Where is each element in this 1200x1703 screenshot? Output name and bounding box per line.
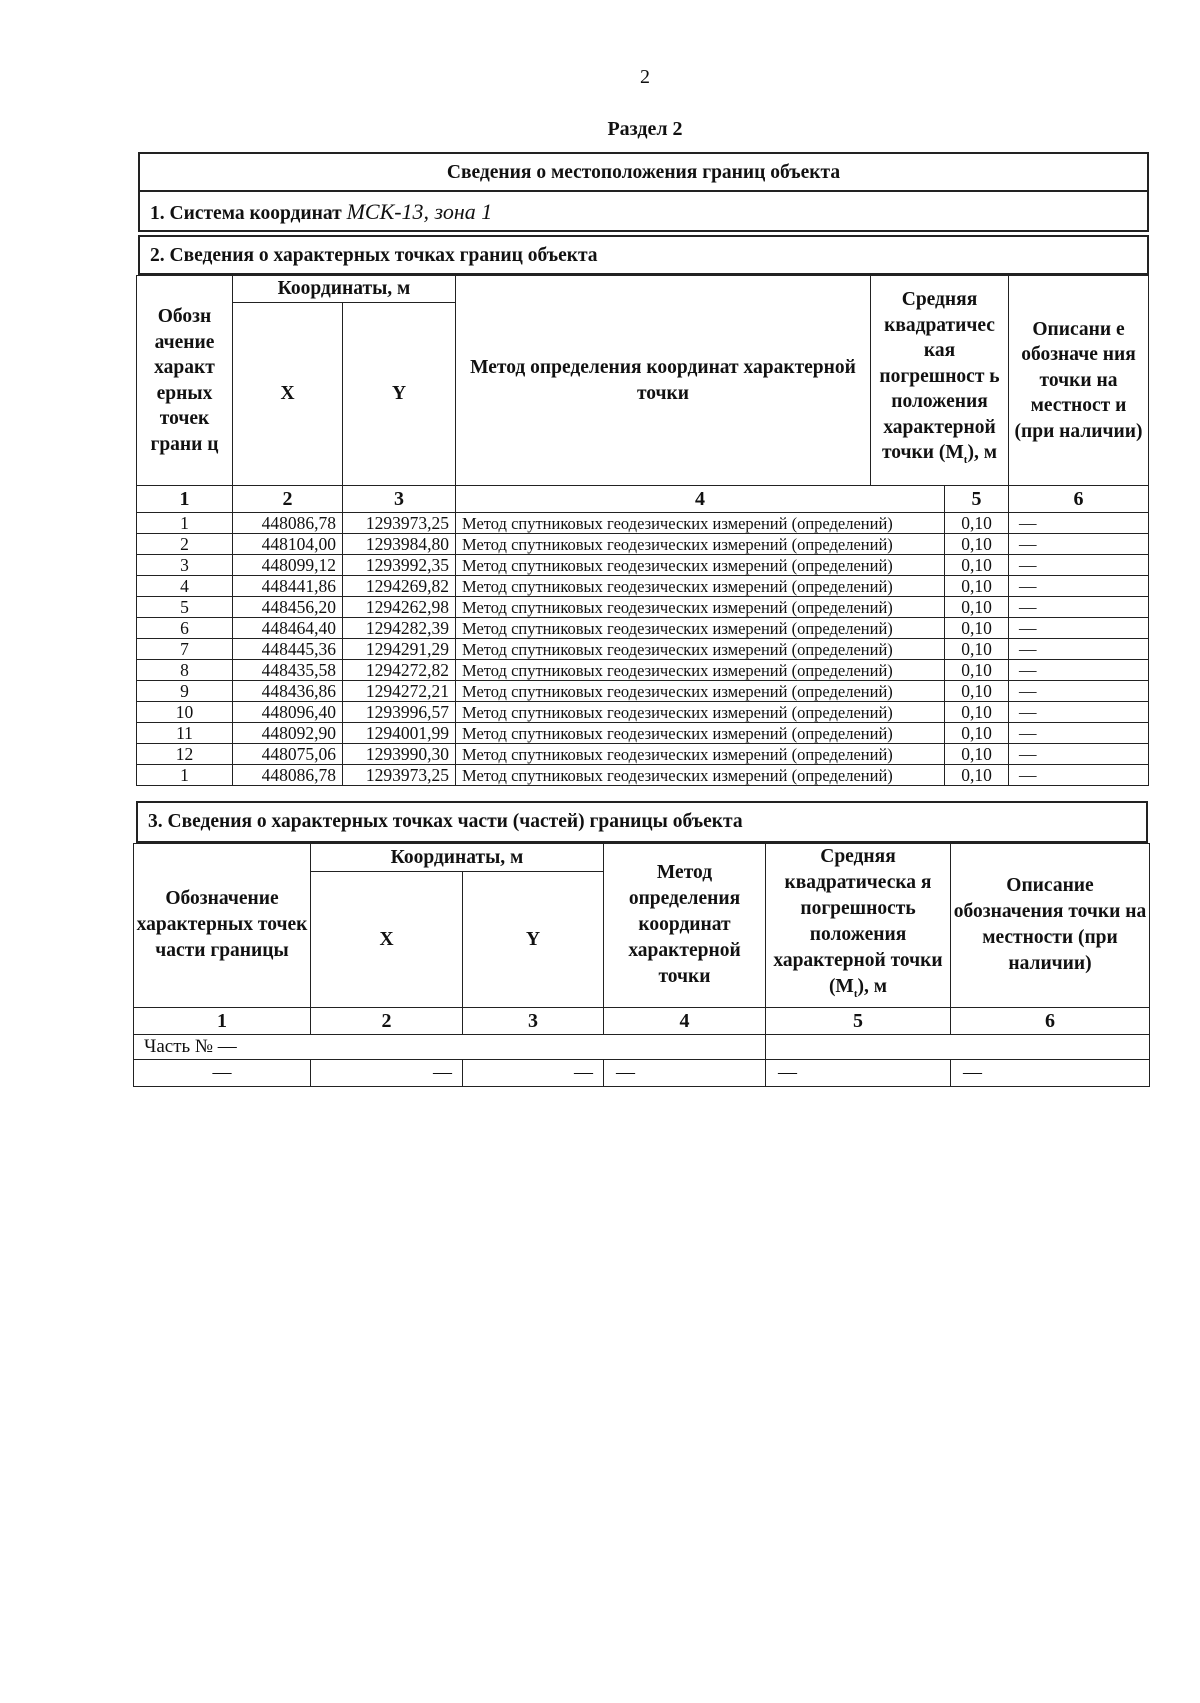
col-y-header: Y bbox=[343, 303, 456, 486]
method-cell: Метод спутниковых геодезических измерений (определений) bbox=[456, 702, 945, 723]
description-cell: — bbox=[1009, 618, 1149, 639]
y-coordinate-cell: 1293973,25 bbox=[343, 765, 456, 786]
error-cell: 0,10 bbox=[945, 702, 1009, 723]
description-cell: — bbox=[1009, 639, 1149, 660]
error-cell: 0,10 bbox=[945, 597, 1009, 618]
y-coordinate-cell: 1294291,29 bbox=[343, 639, 456, 660]
col-coordinates-header: Координаты, м bbox=[233, 276, 456, 303]
error-cell: 0,10 bbox=[945, 660, 1009, 681]
description-cell: — bbox=[1009, 681, 1149, 702]
table-row bbox=[137, 618, 1149, 639]
section-title: Раздел 2 bbox=[607, 118, 683, 140]
x-coordinate-cell: 448086,78 bbox=[233, 513, 343, 534]
method-cell: Метод спутниковых геодезических измерений (определений) bbox=[456, 639, 945, 660]
description-cell: — bbox=[1009, 513, 1149, 534]
table-row bbox=[137, 744, 1149, 765]
method-cell: Метод спутниковых геодезических измерений (определений) bbox=[456, 765, 945, 786]
part-column-numbers-row bbox=[134, 1007, 1150, 1034]
dash-cell: — bbox=[604, 1059, 766, 1086]
x-coordinate-cell: 448464,40 bbox=[233, 618, 343, 639]
description-cell: — bbox=[1009, 723, 1149, 744]
coordinate-system bbox=[138, 190, 1149, 232]
y-coordinate-cell: 1294001,99 bbox=[343, 723, 456, 744]
col-number: 1 bbox=[137, 486, 233, 513]
col-number: 3 bbox=[463, 1007, 604, 1034]
method-cell: Метод спутниковых геодезических измерений (определений) bbox=[456, 723, 945, 744]
error-header-text: Средняя квадратичес кая погрешност ь положения характерной точки (M bbox=[879, 289, 1000, 464]
y-coordinate-cell: 1294262,98 bbox=[343, 597, 456, 618]
part-col-x-header: X bbox=[311, 872, 463, 1008]
table-row bbox=[137, 555, 1149, 576]
y-coordinate-cell: 1294282,39 bbox=[343, 618, 456, 639]
error-cell: 0,10 bbox=[945, 681, 1009, 702]
point-number-cell: 7 bbox=[137, 639, 233, 660]
part-col-method-header: Метод определения координат характерной точки bbox=[604, 844, 766, 1008]
dash-cell: — bbox=[766, 1059, 951, 1086]
table-row bbox=[137, 576, 1149, 597]
part-col-description-header: Описание обозначения точки на местности (при наличии) bbox=[951, 844, 1150, 1008]
boundary-points-table bbox=[136, 275, 1149, 786]
part-label: Часть № — bbox=[134, 1034, 766, 1059]
method-cell: Метод спутниковых геодезических измерений (определений) bbox=[456, 744, 945, 765]
method-cell: Метод спутниковых геодезических измерений (определений) bbox=[456, 660, 945, 681]
column-numbers-row bbox=[137, 486, 1149, 513]
method-cell: Метод спутниковых геодезических измерений (определений) bbox=[456, 681, 945, 702]
part-label-row bbox=[134, 1034, 1150, 1059]
part-error-header-sub: t bbox=[853, 987, 858, 1000]
col-number: 3 bbox=[343, 486, 456, 513]
point-number-cell: 4 bbox=[137, 576, 233, 597]
section3-title: 3. Сведения о характерных точках части (частей) границы объекта bbox=[136, 801, 1148, 843]
table-row bbox=[137, 702, 1149, 723]
col-description-header: Описани е обозначе ния точки на местност и (при наличии) bbox=[1009, 276, 1149, 486]
coordinate-system-value: МСК-13, зона 1 bbox=[346, 199, 493, 224]
y-coordinate-cell: 1293973,25 bbox=[343, 513, 456, 534]
y-coordinate-cell: 1294272,21 bbox=[343, 681, 456, 702]
x-coordinate-cell: 448075,06 bbox=[233, 744, 343, 765]
section2-title: 2. Сведения о характерных точках границ объекта bbox=[138, 235, 1149, 275]
x-coordinate-cell: 448096,40 bbox=[233, 702, 343, 723]
point-number-cell: 9 bbox=[137, 681, 233, 702]
table-row bbox=[137, 639, 1149, 660]
part-points-table bbox=[133, 843, 1150, 1087]
x-coordinate-cell: 448436,86 bbox=[233, 681, 343, 702]
error-cell: 0,10 bbox=[945, 765, 1009, 786]
point-number-cell: 5 bbox=[137, 597, 233, 618]
col-number: 2 bbox=[311, 1007, 463, 1034]
y-coordinate-cell: 1294272,82 bbox=[343, 660, 456, 681]
error-header-sub: t bbox=[963, 454, 968, 467]
point-number-cell: 2 bbox=[137, 534, 233, 555]
error-cell: 0,10 bbox=[945, 555, 1009, 576]
part-dash-row bbox=[134, 1059, 1150, 1086]
description-cell: — bbox=[1009, 555, 1149, 576]
dash-cell: — bbox=[951, 1059, 1150, 1086]
col-number: 2 bbox=[233, 486, 343, 513]
method-cell: Метод спутниковых геодезических измерений (определений) bbox=[456, 618, 945, 639]
description-cell: — bbox=[1009, 660, 1149, 681]
x-coordinate-cell: 448092,90 bbox=[233, 723, 343, 744]
coordinate-system-label: 1. Система координат bbox=[150, 203, 342, 224]
table-row bbox=[137, 597, 1149, 618]
col-error-header bbox=[871, 276, 1009, 486]
col-designation-header: Обозн ачение характ ерных точек грани ц bbox=[137, 276, 233, 486]
table-row bbox=[137, 723, 1149, 744]
col-number: 1 bbox=[134, 1007, 311, 1034]
point-number-cell: 3 bbox=[137, 555, 233, 576]
part-col-error-header bbox=[766, 844, 951, 1008]
col-number: 5 bbox=[766, 1007, 951, 1034]
point-number-cell: 6 bbox=[137, 618, 233, 639]
part-label-empty bbox=[766, 1034, 1150, 1059]
col-number: 4 bbox=[456, 486, 945, 513]
description-cell: — bbox=[1009, 597, 1149, 618]
error-cell: 0,10 bbox=[945, 723, 1009, 744]
part-col-designation-header: Обозначение характерных точек части границы bbox=[134, 844, 311, 1008]
point-number-cell: 1 bbox=[137, 765, 233, 786]
description-cell: — bbox=[1009, 534, 1149, 555]
part-error-header-tail: ), м bbox=[857, 976, 888, 997]
x-coordinate-cell: 448086,78 bbox=[233, 765, 343, 786]
x-coordinate-cell: 448441,86 bbox=[233, 576, 343, 597]
error-cell: 0,10 bbox=[945, 618, 1009, 639]
y-coordinate-cell: 1293990,30 bbox=[343, 744, 456, 765]
error-header-tail: ), м bbox=[967, 442, 997, 464]
x-coordinate-cell: 448445,36 bbox=[233, 639, 343, 660]
y-coordinate-cell: 1293984,80 bbox=[343, 534, 456, 555]
method-cell: Метод спутниковых геодезических измерений (определений) bbox=[456, 534, 945, 555]
point-number-cell: 8 bbox=[137, 660, 233, 681]
method-cell: Метод спутниковых геодезических измерений (определений) bbox=[456, 576, 945, 597]
col-number: 6 bbox=[951, 1007, 1150, 1034]
table-row bbox=[137, 681, 1149, 702]
col-number: 6 bbox=[1009, 486, 1149, 513]
boundaries-title: Сведения о местоположения границ объекта bbox=[138, 152, 1149, 192]
description-cell: — bbox=[1009, 744, 1149, 765]
table-row bbox=[137, 660, 1149, 681]
error-cell: 0,10 bbox=[945, 639, 1009, 660]
page-number: 2 bbox=[640, 66, 650, 88]
col-x-header: X bbox=[233, 303, 343, 486]
dash-cell: — bbox=[311, 1059, 463, 1086]
error-cell: 0,10 bbox=[945, 576, 1009, 597]
col-method-header: Метод определения координат характерной точки bbox=[456, 276, 871, 486]
error-cell: 0,10 bbox=[945, 534, 1009, 555]
x-coordinate-cell: 448435,58 bbox=[233, 660, 343, 681]
y-coordinate-cell: 1293992,35 bbox=[343, 555, 456, 576]
method-cell: Метод спутниковых геодезических измерений (определений) bbox=[456, 597, 945, 618]
part-col-y-header: Y bbox=[463, 872, 604, 1008]
table-row bbox=[137, 765, 1149, 786]
col-number: 4 bbox=[604, 1007, 766, 1034]
method-cell: Метод спутниковых геодезических измерений (определений) bbox=[456, 555, 945, 576]
x-coordinate-cell: 448104,00 bbox=[233, 534, 343, 555]
col-number: 5 bbox=[945, 486, 1009, 513]
x-coordinate-cell: 448456,20 bbox=[233, 597, 343, 618]
table-row bbox=[137, 513, 1149, 534]
description-cell: — bbox=[1009, 765, 1149, 786]
point-number-cell: 11 bbox=[137, 723, 233, 744]
method-cell: Метод спутниковых геодезических измерений (определений) bbox=[456, 513, 945, 534]
y-coordinate-cell: 1293996,57 bbox=[343, 702, 456, 723]
dash-cell: — bbox=[463, 1059, 604, 1086]
y-coordinate-cell: 1294269,82 bbox=[343, 576, 456, 597]
part-error-header-text: Средняя квадратическа я погрешность положения характерной точки (M bbox=[773, 846, 943, 997]
table-row bbox=[137, 534, 1149, 555]
point-number-cell: 12 bbox=[137, 744, 233, 765]
description-cell: — bbox=[1009, 576, 1149, 597]
description-cell: — bbox=[1009, 702, 1149, 723]
part-col-coordinates-header: Координаты, м bbox=[311, 844, 604, 872]
x-coordinate-cell: 448099,12 bbox=[233, 555, 343, 576]
error-cell: 0,10 bbox=[945, 513, 1009, 534]
point-number-cell: 10 bbox=[137, 702, 233, 723]
error-cell: 0,10 bbox=[945, 744, 1009, 765]
dash-cell: — bbox=[134, 1059, 311, 1086]
point-number-cell: 1 bbox=[137, 513, 233, 534]
